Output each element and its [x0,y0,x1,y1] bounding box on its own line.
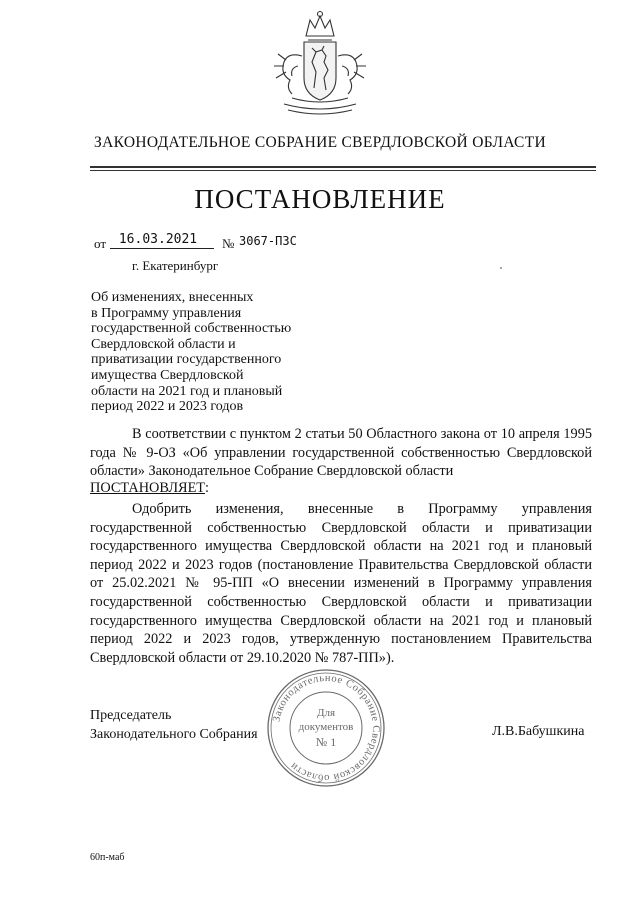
decision-word: ПОСТАНОВЛЯЕТ [90,480,206,496]
subject-line: Свердловской области и [91,336,236,352]
subject-line: Об изменениях, внесенных [91,290,254,305]
date-underline [110,248,214,249]
coat-of-arms-icon [262,6,378,122]
subject-line: в Программу управления [91,305,242,321]
subject-line: области на 2021 год и плановый [91,383,283,399]
decision-line [90,480,209,497]
decision-colon: : [205,480,210,496]
subject-line: период 2022 и 2023 годов [91,399,244,415]
header-rule-thick [90,166,596,168]
resolution-paragraph: Одобрить изменения, внесенные в Программу управления государственной собственностью Свердловской области и приватизации государственного имущества Свердловской области на 2021 год и плановый период 2022 и 2023 годов (постановление Правительства Свердловской области от 25.02.2021 № 95-ПП «О внесении изменений в Программу управления государственной собственностью Свердловской области и приватизации государственного имущества Свердловской области на 2021 год и плановый период 2022 и 2023 годов, утвержденную постановлением Правительства Свердловской области от 29.10.2020 № 787-ПП»). [90,501,592,666]
stamp-center-text: Для [316,707,336,719]
date-prefix-label: от [94,236,107,251]
signer-position [90,706,258,744]
scan-speck [500,267,502,269]
signer-name: Л.В.Бабушкина [492,724,585,739]
document-number: 3067-ПЗС [239,234,297,248]
document-type-title: ПОСТАНОВЛЕНИЕ [194,184,446,214]
signer-position-line: Председатель [90,708,172,723]
official-stamp [264,666,388,790]
organization-title: ЗАКОНОДАТЕЛЬНОЕ СОБРАНИЕ СВЕРДЛОВСКОЙ ОБЛАСТИ [94,134,546,151]
subject-line: имущества Свердловской [91,367,244,383]
document-date: 16.03.2021 [118,232,198,247]
stamp-ring-text: Законодательное Собрание Свердловской области [271,672,382,784]
number-prefix-label: № [222,236,235,251]
stamp-seal-icon [264,666,388,790]
stamp-center-text: № 1 [315,735,337,749]
stamp-center-text: документов [298,721,354,733]
footer-code: 60п-маб [90,852,125,863]
subject-line: государственной собственностью [91,321,292,337]
document-subject [91,290,371,415]
header-rule-thin [90,170,596,171]
signer-position-line: Законодательного Собрания [90,727,258,742]
coat-of-arms-emblem [262,6,378,122]
city-label: г. Екатеринбург [132,258,219,273]
preamble-paragraph: В соответствии с пунктом 2 статьи 50 Областного закона от 10 апреля 1995 года № 9-ОЗ «Об управлении государственной собственностью Свердловской области» Законодательное Собрание Свердловской области [90,426,592,480]
subject-line: приватизации государственного [91,352,282,368]
